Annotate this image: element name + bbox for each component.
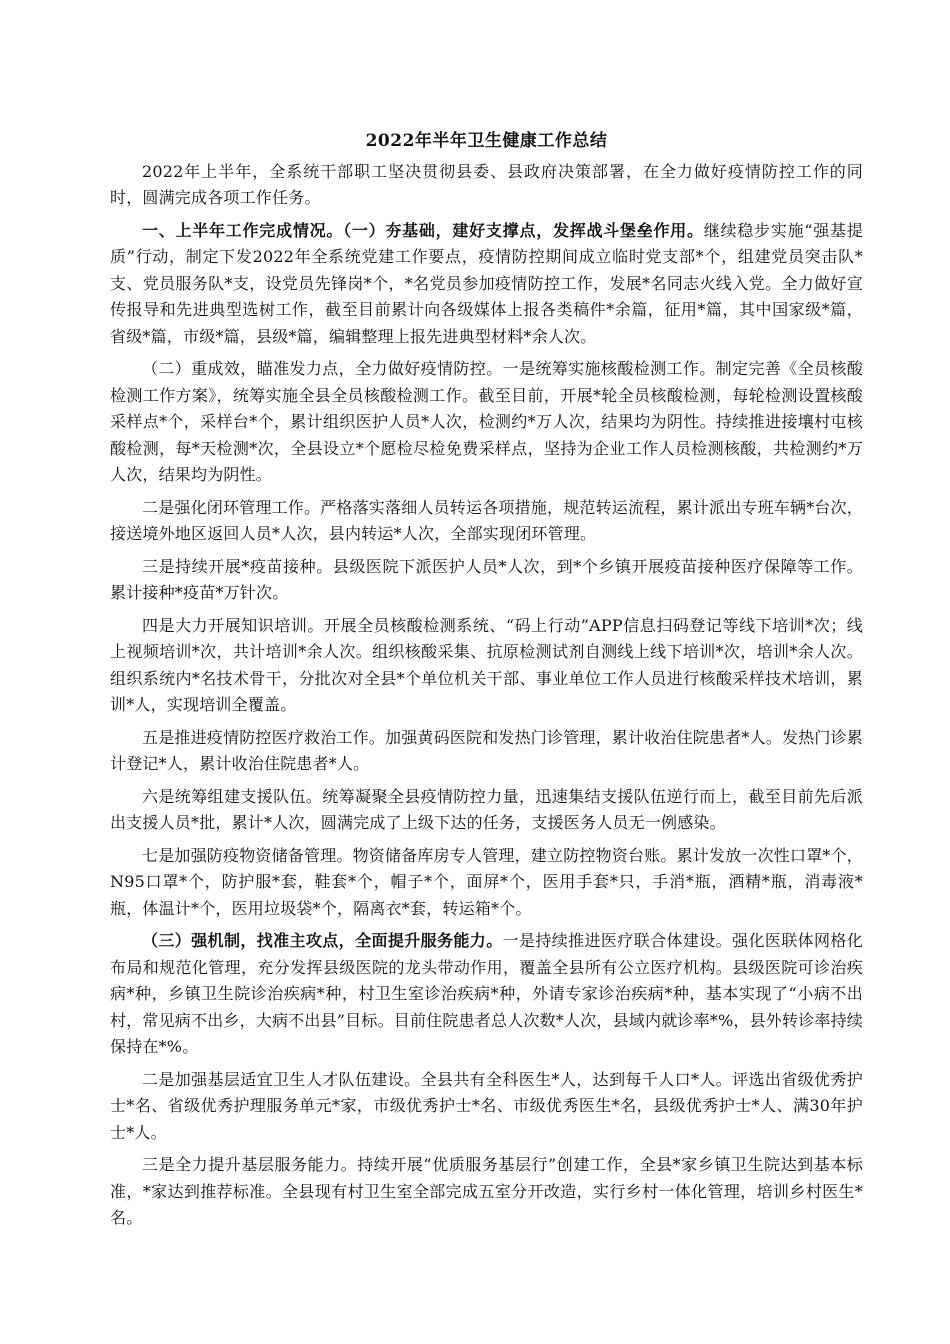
- intro-paragraph: 2022年上半年，全系统干部职工坚决贯彻县委、县政府决策部署，在全力做好疫情防控工作的同时，圆满完成各项工作任务。: [110, 161, 863, 207]
- treatment-paragraph: 五是推进疫情防控医疗救治工作。加强黄码医院和发热门诊管理，累计收治住院患者*人。发热门诊累计登记*人，累计收治住院患者*人。: [110, 727, 864, 773]
- document-page: [110, 128, 863, 1238]
- section-three-paragraph: [110, 928, 863, 1061]
- support-team-paragraph: 六是统筹组建支援队伍。统筹凝聚全县疫情防控力量，迅速集结支援队伍逆行而上，截至目前先后派出支援人员*批，累计*人次，圆满完成了上级下达的任务，支援医务人员无一例感染。: [110, 786, 863, 832]
- epidemic-control-paragraph: （二）重成效，瞄准发力点，全力做好疫情防控。一是统筹实施核酸检测工作。制定完善《全员核酸检测工作方案》，统筹实施全县全员核酸检测工作。截至目前，开展*轮全员核酸检测，每轮检测设置核酸采样点*个，采样台*个，累计组织医护人员*人次，检测约*万人次，结果均为阴性。持续推进接壤村屯核酸检测，每*天检测*次，全县设立*个愿检尽检免费采样点，坚持为企业工作人员检测核酸，共检测约*万人次，结果均为阴性。: [110, 359, 863, 484]
- grassroots-service-paragraph: 三是全力提升基层服务能力。持续开展“优质服务基层行”创建工作，全县*家乡镇卫生院达到基本标准，*家达到推荐标准。全县现有村卫生室全部完成五室分开改造，实行乡村一体化管理，培训乡村医生*名。: [110, 1155, 863, 1227]
- closed-loop-paragraph: 二是强化闭环管理工作。严格落实落细人员转运各项措施，规范转运流程，累计派出专班车辆*台次，接送境外地区返回人员*人次，县内转运*人次，全部实现闭环管理。: [110, 497, 864, 543]
- document-title: 2022年半年卫生健康工作总结: [365, 131, 608, 151]
- training-paragraph: 四是大力开展知识培训。开展全员核酸检测系统、“码上行动”APP信息扫码登记等线下培训*次；线上视频培训*次，共计培训*余人次。组织核酸采集、抗原检测试剂自测线上线下培训*次，培训*余人次。组织系统内*名技术骨干，分批次对全县*个单位机关干部、事业单位工作人员进行核酸采样技术培训，累训*人，实现培训全覆盖。: [110, 615, 863, 714]
- section-three-heading: （三）强机制，找准主攻点，全面提升服务能力。: [142, 931, 503, 950]
- section-one-paragraph: [110, 218, 863, 351]
- supplies-paragraph: 七是加强防疫物资储备管理。物资储备库房专人管理，建立防控物资台账。累计发放一次性口罩*个，N95口罩*个，防护服*套，鞋套*个，帽子*个，面屏*个，医用手套*只，手消*瓶，酒精*瓶，消毒液*瓶，体温计*个，医用垃圾袋*个，隔离衣*套，转运箱*个。: [110, 845, 864, 918]
- talent-paragraph: 二是加强基层适宜卫生人才队伍建设。全县共有全科医生*人，达到每千人口*人。评选出省级优秀护士*名、省级优秀护理服务单元*家，市级优秀护士*名、市级优秀医生*名，县级优秀护士*人、满30年护士*人。: [110, 1069, 863, 1142]
- section-one-text: 继续稳步实施“强基提质”行动，制定下发2022年全系统党建工作要点，疫情防控期间成立临时党支部*个，组建党员突击队*支、党员服务队*支，设党员先锋岗*个，*名党员参加疫情防控工作，发展*名同志火线入党。全力做好宣传报导和先进典型选树工作，截至目前累计向各级媒体上报各类稿件*余篇，征用*篇，其中国家级*篇，省级*篇，市级*篇，县级*篇，编辑整理上报先进典型材料*余人次。: [110, 220, 863, 346]
- vaccination-paragraph: 三是持续开展*疫苗接种。县级医院下派医护人员*人次，到*个乡镇开展疫苗接种医疗保障等工作。累计接种*疫苗*万针次。: [110, 556, 863, 602]
- section-one-heading: 一、上半年工作完成情况。（一）夯基础，建好支撑点，发挥战斗堡垒作用。: [142, 220, 704, 240]
- section-three-text: 一是持续推进医疗联合体建设。强化医联体网格化布局和规范化管理，充分发挥县级医院的龙头带动作用，覆盖全县所有公立医疗机构。县级医院可诊治疾病*种，乡镇卫生院诊治疾病*种，村卫生室诊治疾病*种，外请专家诊治疾病*种，基本实现了“小病不出村，常见病不出乡，大病不出县”目标。目前住院患者总人次数*人次，县域内就诊率*%，县外转诊率持续保持在*%。: [110, 931, 863, 1056]
